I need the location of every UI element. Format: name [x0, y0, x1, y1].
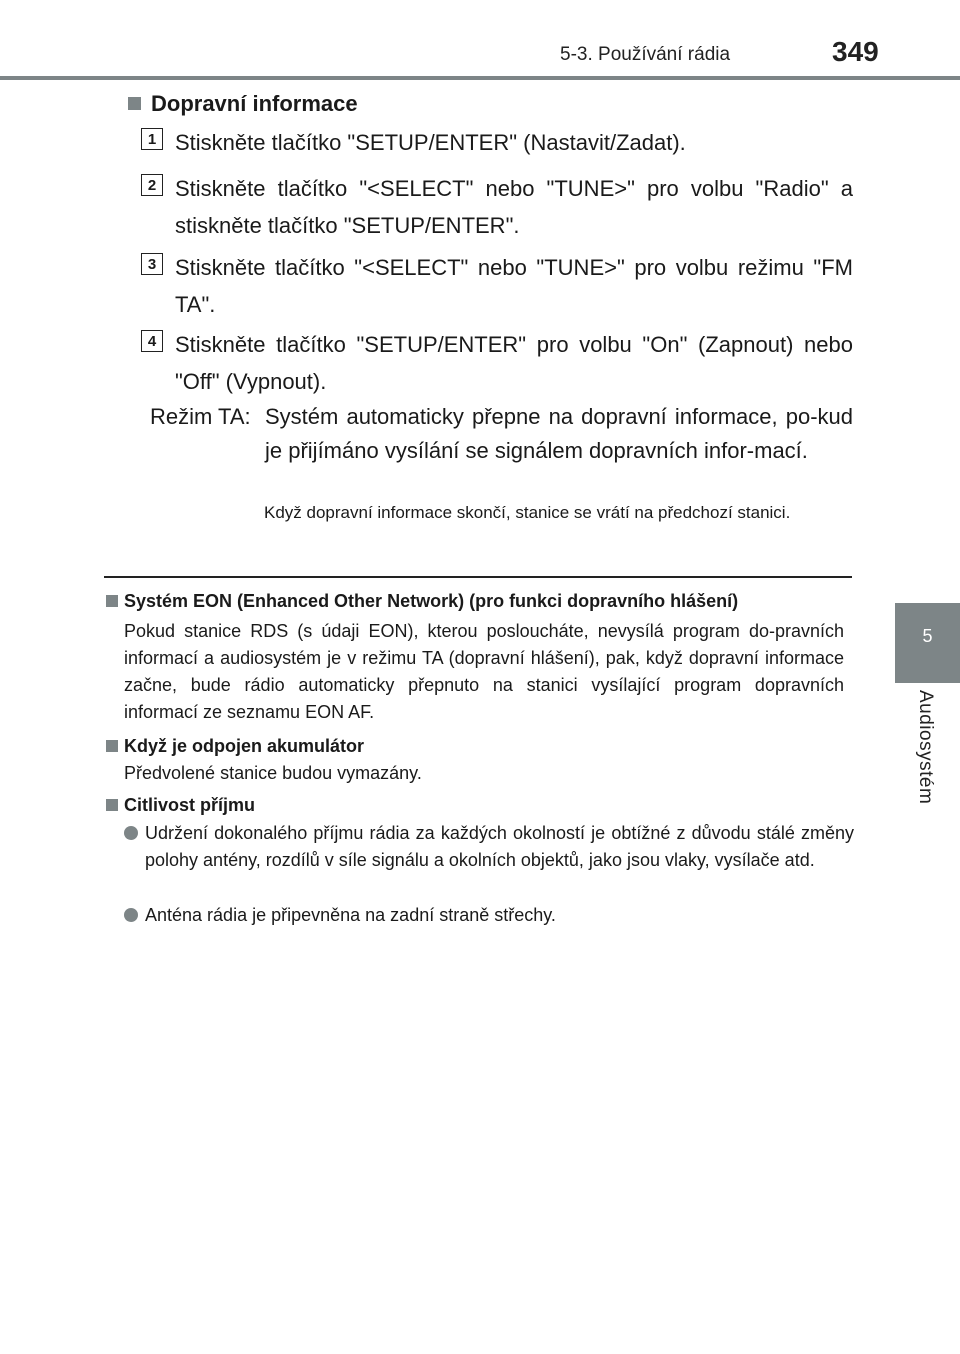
step-number: 3 — [141, 253, 163, 275]
note-eon-text: Pokud stanice RDS (s údaji EON), kterou posloucháte, nevysílá program do-pravních informací a audiosystém je v režimu TA (dopravní hlášení), pak, když dopravní informace začne, bude rádio automaticky přepnuto na stanici vysílající program dopravních informací ze seznamu EON AF. — [124, 621, 844, 722]
step-4 — [141, 326, 853, 400]
section-heading-text: Dopravní informace — [151, 91, 358, 116]
ta-mode-text: Systém automaticky přepne na dopravní informace, po-kud je přijímáno vysílání se signálem dopravních infor-mací. — [265, 404, 853, 463]
ta-mode-label: Režim TA: — [150, 404, 251, 429]
ta-mode-note: Když dopravní informace skončí, stanice se vrátí na předchozí stanici. — [264, 503, 791, 522]
ta-mode-description — [150, 400, 853, 468]
chapter-label: Audiosystém — [915, 690, 936, 805]
square-bullet-icon — [106, 595, 118, 607]
bullet-text: Udržení dokonalého příjmu rádia za každých okolností je obtížné z důvodu stálé změny polohy antény, rozdílů v síle signálu a okolních objektů, jako jsou vlaky, vysílače atd. — [145, 823, 854, 870]
page-number: 349 — [832, 36, 879, 67]
step-number: 1 — [141, 128, 163, 150]
step-text: Stiskněte tlačítko "<SELECT" nebo "TUNE>" pro volbu "Radio" a stiskněte tlačítko "SETUP/ENTER". — [175, 176, 853, 238]
header-rule — [0, 76, 960, 80]
header-section-title: 5-3. Používání rádia — [560, 44, 731, 65]
step-2 — [141, 170, 853, 244]
note-battery-title — [106, 736, 364, 757]
chapter-number: 5 — [922, 626, 933, 646]
section-divider — [104, 576, 852, 578]
step-text: Stiskněte tlačítko "SETUP/ENTER" pro volbu "On" (Zapnout) nebo "Off" (Vypnout). — [175, 332, 853, 394]
bullet-text: Anténa rádia je připevněna na zadní straně střechy. — [145, 905, 556, 925]
note-eon-title — [106, 591, 738, 612]
note-battery-text: Předvolené stanice budou vymazány. — [124, 763, 422, 783]
note-title-text: Citlivost příjmu — [124, 795, 256, 815]
square-bullet-icon — [106, 740, 118, 752]
round-bullet-icon — [124, 826, 138, 840]
reception-bullet-1 — [124, 820, 854, 874]
step-1 — [141, 124, 853, 161]
note-title-text: Systém EON (Enhanced Other Network) (pro funkci dopravního hlášení) — [124, 591, 739, 611]
section-heading — [128, 91, 358, 117]
note-reception-title — [106, 795, 255, 816]
square-bullet-icon — [128, 97, 141, 110]
step-text: Stiskněte tlačítko "SETUP/ENTER" (Nastavit/Zadat). — [175, 130, 686, 155]
square-bullet-icon — [106, 799, 118, 811]
round-bullet-icon — [124, 908, 138, 922]
step-3 — [141, 249, 853, 323]
reception-bullet-2 — [124, 902, 854, 929]
note-title-text: Když je odpojen akumulátor — [124, 736, 365, 756]
step-number: 4 — [141, 330, 163, 352]
step-number: 2 — [141, 174, 163, 196]
step-text: Stiskněte tlačítko "<SELECT" nebo "TUNE>" pro volbu režimu "FM TA". — [175, 255, 853, 317]
